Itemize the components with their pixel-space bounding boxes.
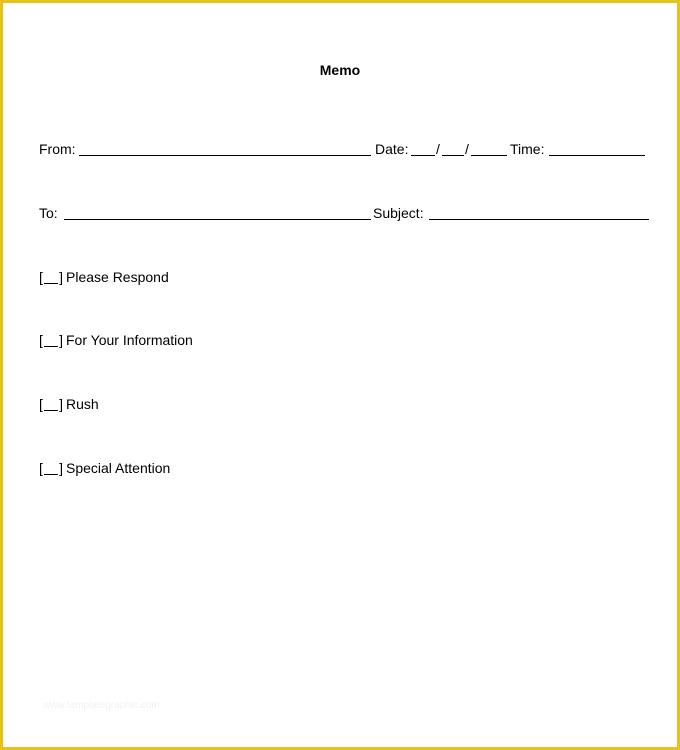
checkbox-blank[interactable]: [ ]	[39, 460, 63, 476]
date-year-field[interactable]	[471, 155, 507, 156]
from-date-time-row	[39, 140, 649, 158]
checkbox-row-special-attention[interactable]	[39, 459, 170, 477]
to-subject-row	[39, 204, 651, 222]
checkbox-row-please-respond[interactable]	[39, 268, 169, 286]
checkbox-label: For Your Information	[66, 332, 193, 348]
subject-label: Subject:	[373, 205, 424, 221]
checkbox-row-rush[interactable]	[39, 395, 99, 413]
watermark: www.templategraphic.com	[43, 700, 160, 711]
date-day-field[interactable]	[442, 155, 464, 156]
checkbox-label: Please Respond	[66, 269, 169, 285]
date-label: Date:	[375, 141, 409, 157]
checkbox-blank[interactable]: [ ]	[39, 269, 63, 285]
checkbox-blank[interactable]: [ ]	[39, 332, 63, 348]
date-month-field[interactable]	[411, 155, 435, 156]
time-label: Time:	[510, 141, 545, 157]
from-field[interactable]	[79, 155, 371, 156]
checkbox-blank[interactable]: [ ]	[39, 396, 63, 412]
date-separator: /	[465, 141, 469, 157]
checkbox-label: Rush	[66, 396, 99, 412]
checkbox-label: Special Attention	[66, 460, 171, 476]
time-field[interactable]	[549, 155, 645, 156]
to-label: To:	[39, 205, 58, 221]
subject-field[interactable]	[429, 219, 649, 220]
from-label: From:	[39, 141, 76, 157]
page-title: Memo	[319, 62, 361, 78]
checkbox-row-for-your-information[interactable]	[39, 331, 193, 349]
date-separator: /	[436, 141, 440, 157]
to-field[interactable]	[64, 219, 371, 220]
